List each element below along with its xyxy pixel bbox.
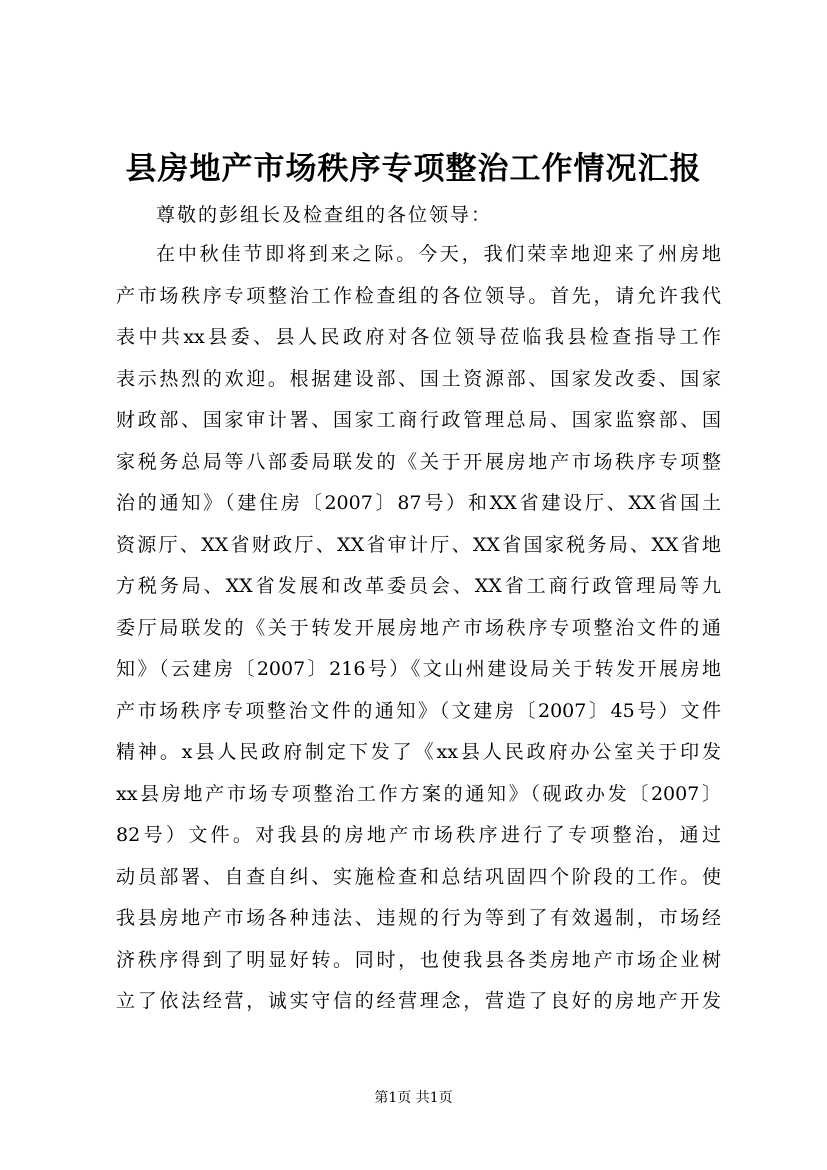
paragraph-line: 济秩序得到了明显好转。同时，也使我县各类房地产市场企业树 — [116, 948, 721, 971]
document-body — [116, 234, 721, 1023]
paragraph-line: 表中共xx县委、县人民政府对各位领导莅临我县检查指导工作 — [116, 326, 721, 348]
paragraph-line: 方税务局、XX省发展和改革委员会、XX省工商行政管理局等九 — [116, 575, 721, 597]
paragraph-line: 知》（云建房〔2007〕216号）《文山州建设局关于转发开展房地 — [116, 658, 721, 680]
paragraph-line: 动员部署、自查自纠、实施检查和总结巩固四个阶段的工作。使 — [116, 865, 721, 888]
document-title: 县房地产市场秩序专项整治工作情况汇报 — [125, 151, 702, 187]
paragraph-line: xx县房地产市场专项整治工作方案的通知》（砚政办发〔2007〕 — [116, 782, 721, 805]
paragraph-line: 产市场秩序专项整治文件的通知》（文建房〔2007〕45号）文件 — [116, 699, 721, 722]
paragraph-line: 资源厅、XX省财政厅、XX省审计厅、XX省国家税务局、XX省地 — [116, 533, 721, 556]
paragraph-line: 表示热烈的欢迎。根据建设部、国土资源部、国家发改委、国家 — [116, 367, 721, 390]
paragraph-line: 精神。x县人民政府制定下发了《xx县人民政府办公室关于印发 — [116, 741, 721, 763]
paragraph-line: 82号）文件。对我县的房地产市场秩序进行了专项整治，通过 — [116, 824, 721, 846]
paragraph-line: 产市场秩序专项整治工作检查组的各位领导。首先，请允许我代 — [116, 284, 721, 307]
salutation: 尊敬的彭组长及检查组的各位领导： — [156, 204, 493, 226]
page-number-footer: 第1页 共1页 — [374, 1090, 453, 1106]
paragraph-line: 财政部、国家审计署、国家工商行政管理总局、国家监察部、国 — [116, 409, 721, 431]
paragraph-line: 委厅局联发的《关于转发开展房地产市场秩序专项整治文件的通 — [116, 616, 721, 639]
paragraph-line: 在中秋佳节即将到来之际。今天，我们荣幸地迎来了州房地 — [156, 243, 721, 265]
paragraph-line: 我县房地产市场各种违法、违规的行为等到了有效遏制，市场经 — [116, 907, 721, 929]
paragraph-line: 立了依法经营，诚实守信的经营理念，营造了良好的房地产开发 — [116, 990, 721, 1012]
paragraph-line: 家税务总局等八部委局联发的《关于开展房地产市场秩序专项整 — [116, 450, 721, 473]
paragraph-line: 治的通知》（建住房〔2007〕87号）和XX省建设厅、XX省国土 — [116, 492, 721, 514]
